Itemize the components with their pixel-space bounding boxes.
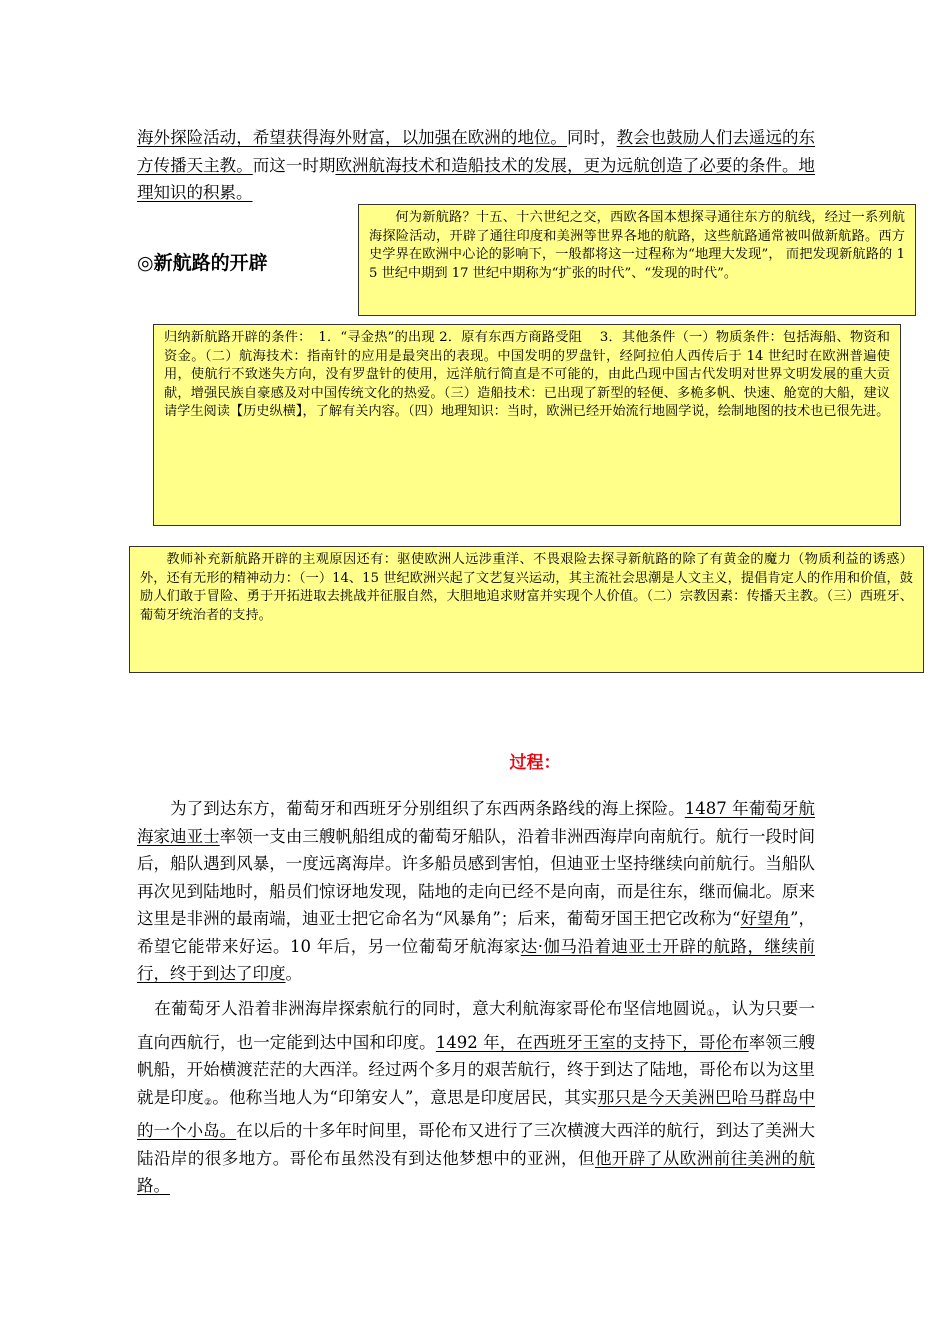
text-span: 而这一时期 xyxy=(252,155,336,175)
subjective-reasons-box: 教师补充新航路开辟的主观原因还有：驱使欧洲人远涉重洋、不畏艰险去探寻新航路的除了有黄金的魔力（物质利益的诱惑）外，还有无形的精神动力：（一）14、15 世纪欧洲兴起了文艺复兴运动，其主流社会思潮是人文主义，提倡肯定人的作用和价值，鼓励人们敢于冒险、勇于开拓进取去挑战并征服自然，大胆地追求财富并实现个人价值。（二）宗教因素：传播天主教。（三）西班牙、葡萄牙统治者的支持。 xyxy=(129,546,924,673)
text-span: 为了到达东方，葡萄牙和西班牙分别组织了东西两条路线的海上探险。 xyxy=(170,799,685,818)
text-span: 。他称当地人为“印第安人”，意思是印度居民，其实 xyxy=(212,1087,598,1107)
section-heading: ◎新航路的开辟 xyxy=(137,252,268,274)
conditions-box: 归纳新航路开辟的条件： 1．“寻金热”的出现 2．原有东西方商路受阻 3．其他条件（一）物质条件：包括海船、物资和资金。（二）航海技术：指南针的应用是最突出的表现。中国发明的罗盘针，经阿拉伯人西传后于 14 世纪时在欧洲普遍使用，使航行不致迷失方向，没有罗盘针的使用，远洋航行简直是不可能的，由此凸现中国古代发明对世界文明发展的重大贡献，增强民族自豪感及对中国传统文化的热爱。（三）造船技术：已出现了新型的轻便、多桅多帆、快速、舱宽的大船，建议请学生阅读【历史纵横】，了解有关内容。（四）地理知识：当时，欧洲已经开始流行地圆学说，绘制地图的技术也已很先进。 xyxy=(153,324,901,526)
intro-paragraph xyxy=(137,124,815,207)
text-span: 海外探险活动，希望获得海外财富，以加强在欧洲的地位。 xyxy=(137,128,567,147)
text-span: 1492 年，在西班牙王室的支持下，哥伦布 xyxy=(435,1032,749,1052)
text-span: 率领三艘帆船，开始横渡茫茫的大西洋。经过两个多月的艰苦航行，终于到达了陆地，哥伦布以为这里就是印度 xyxy=(137,1032,815,1107)
process-heading: 过程： xyxy=(509,753,561,773)
text-span: 同时， xyxy=(566,128,617,147)
text-span: 欧洲航海技术和造船技术的发展，更为远航创造了必要的条件。地理知识的积累。 xyxy=(137,155,816,202)
text-span: 那只是今天美洲巴哈马群岛中的一个小岛。 xyxy=(137,1087,816,1140)
footnote-mark: ② xyxy=(203,1097,213,1108)
text-span: 达·伽马沿着迪亚士开辟的航路，继续前行，终于到达了印度 xyxy=(137,936,815,983)
definition-box: 何为新航路？十五、十六世纪之交，西欧各国本想探寻通往东方的航线，经过一系列航海探险活动，开辟了通往印度和美洲等世界各地的航路，这些航路通常被叫做新航路。西方史学界在欧洲中心论的影响下，一般都将这一过程称为“地理大发现”， 而把发现新航路的 15 世纪中期到 17 世纪中期称为“扩张的时代”、“发现的时代”。 xyxy=(358,204,916,316)
text-span: 教会也鼓励人们去遥远的东方传播天主教。 xyxy=(137,128,816,175)
paragraph-columbus xyxy=(137,995,815,1200)
text-span: 在葡萄牙人沿着非洲海岸探索航行的同时，意大利航海家哥伦布坚信地圆说 xyxy=(154,999,707,1018)
paragraph-dias xyxy=(137,795,815,988)
text-span: 他开辟了从欧洲前往美洲的航路。 xyxy=(137,1148,816,1195)
text-span: 1487 年葡萄牙航海家迪亚士 xyxy=(137,799,815,846)
text-span: ，认为只要一直向西航行，也一定能到达中国和印度。 xyxy=(137,999,816,1052)
text-span: 。 xyxy=(285,964,302,983)
text-span: 在以后的十多年时间里，哥伦布又进行了三次横渡大西洋的航行，到达了美洲大陆沿岸的很多地方。哥伦布虽然没有到达他梦想中的亚洲，但 xyxy=(137,1121,816,1168)
footnote-mark: ① xyxy=(706,1009,715,1019)
text-span: 率领一支由三艘帆船组成的葡萄牙船队，沿着非洲西海岸向南航行。航行一段时间后，船队遇到风暴，一度远离海岸。许多船员感到害怕，但迪亚士坚持继续向前航行。当船队再次见到陆地时，船员们惊讶地发现，陆地的走向已经不是向南，而是往东，继而偏北。原来这里是非洲的最南端，迪亚士把它命名为“风暴角”；后来，葡萄牙国王把它改称为“ xyxy=(137,826,816,928)
text-span: ”，希望它能带来好运。10 年后，另一位葡萄牙航海家 xyxy=(137,909,816,956)
text-span: 好望角 xyxy=(740,909,791,928)
